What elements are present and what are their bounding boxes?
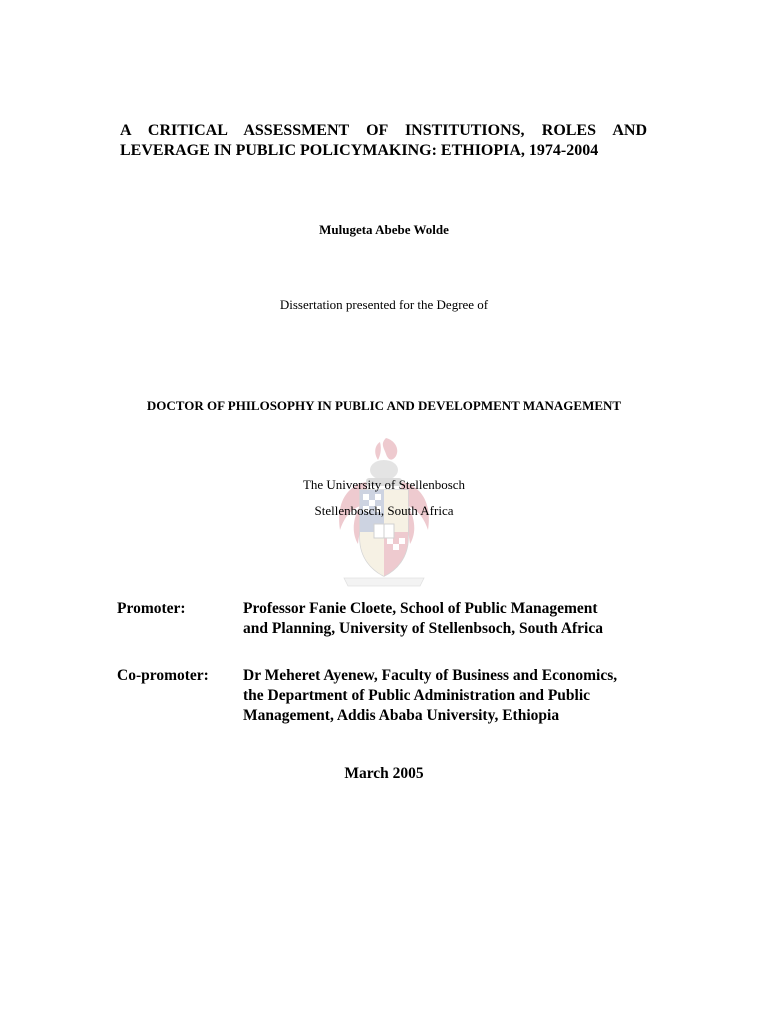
university-block xyxy=(0,472,768,524)
co-promoter-line: Dr Meheret Ayenew, Faculty of Business and Economics, xyxy=(243,667,618,684)
co-promoter-value xyxy=(243,666,677,726)
degree-name: DOCTOR OF PHILOSOPHY IN PUBLIC AND DEVELOPMENT MANAGEMENT xyxy=(146,398,622,413)
dissertation-title xyxy=(120,121,647,161)
co-promoter-row xyxy=(117,666,677,726)
co-promoter-line: the Department of Public Administration and Public xyxy=(243,687,591,704)
co-promoter-line: Management, Addis Ababa University, Ethiopia xyxy=(243,707,560,724)
promoter-line: Professor Fanie Cloete, School of Public Management xyxy=(243,600,598,617)
promoter-row xyxy=(117,599,677,639)
submission-date: March 2005 xyxy=(344,765,424,782)
university-location: Stellenbosch, South Africa xyxy=(314,503,454,518)
presented-for-text: Dissertation presented for the Degree of xyxy=(279,297,489,312)
promoter-label: Promoter: xyxy=(117,600,186,617)
promoter-line: and Planning, University of Stellenbsoch, South Africa xyxy=(243,620,603,637)
co-promoter-label: Co-promoter: xyxy=(117,667,209,684)
university-name: The University of Stellenbosch xyxy=(302,477,466,492)
title-line-1: A CRITICAL ASSESSMENT OF INSTITUTIONS, ROLES AND xyxy=(120,122,647,139)
promoter-value xyxy=(243,599,677,639)
supervisors-block xyxy=(117,599,677,753)
title-line-2: LEVERAGE IN PUBLIC POLICYMAKING: ETHIOPIA, 1974-2004 xyxy=(120,142,599,159)
author-name: Mulugeta Abebe Wolde xyxy=(319,222,449,237)
